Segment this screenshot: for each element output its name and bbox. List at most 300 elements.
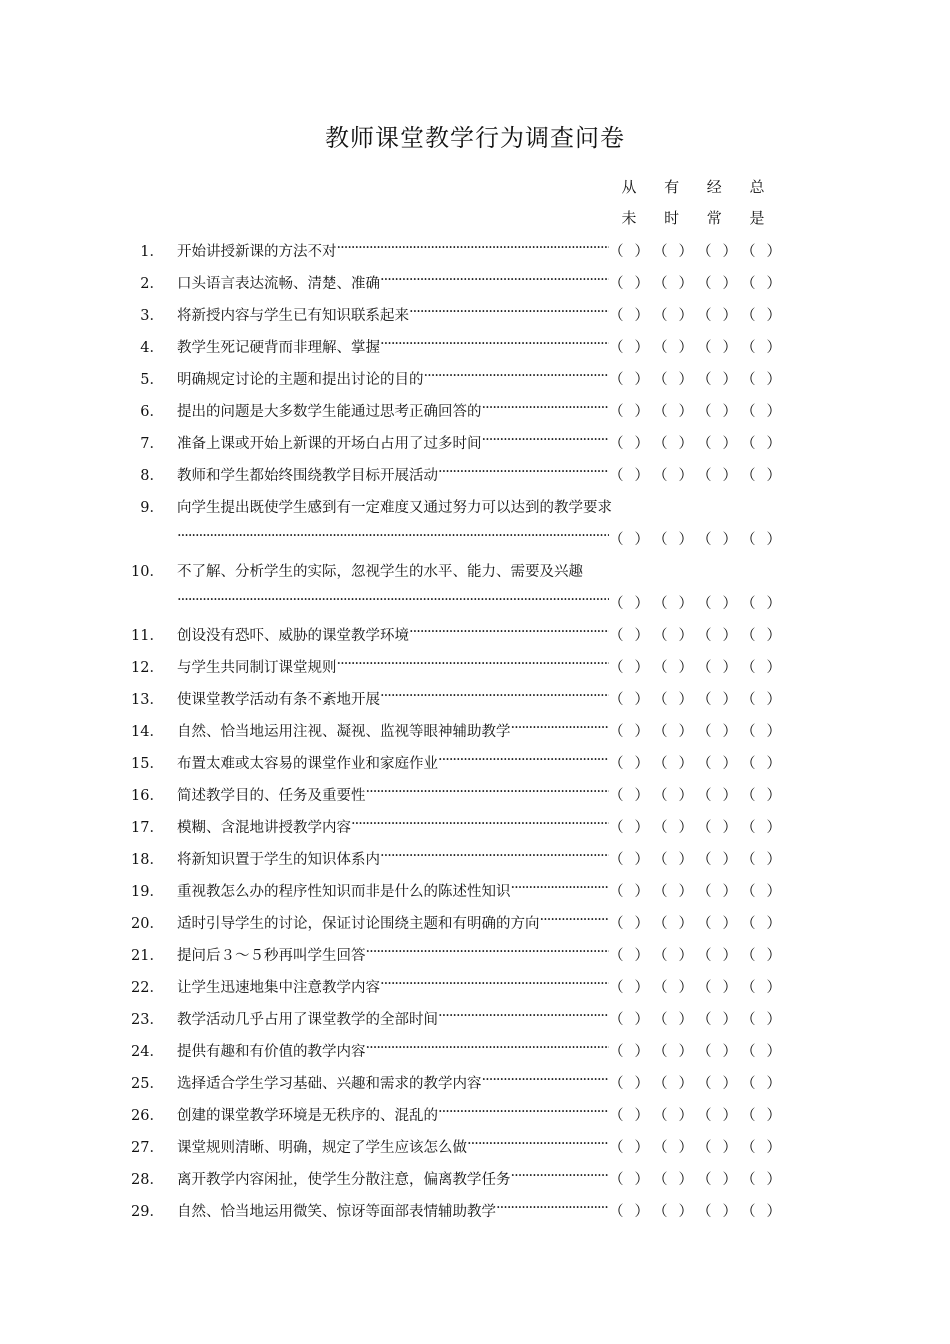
answer-box-never[interactable] (609, 752, 649, 773)
answer-box-sometimes[interactable] (653, 720, 693, 741)
paren-open: （ (741, 404, 756, 420)
question-line (177, 912, 609, 933)
answer-box-never[interactable] (609, 720, 649, 741)
answer-box-often[interactable] (697, 880, 737, 901)
answer-box-never[interactable] (609, 656, 649, 677)
paren-open: （ (697, 1108, 712, 1124)
paren-close: ） (722, 1204, 737, 1220)
paren-close: ） (766, 1076, 781, 1092)
paren-open: （ (609, 1108, 624, 1124)
question-line (177, 1200, 609, 1221)
question-text: 将新知识置于学生的知识体系内 (177, 852, 380, 868)
answer-box-sometimes[interactable] (653, 624, 693, 645)
answer-box-often[interactable] (697, 304, 737, 325)
leader-dots (409, 304, 609, 325)
paren-open: （ (741, 1076, 756, 1092)
answer-box-often[interactable] (697, 592, 737, 613)
answer-box-sometimes[interactable] (653, 528, 693, 549)
question-number: 19． (131, 884, 164, 900)
answer-box-often[interactable] (697, 784, 737, 805)
question-line (177, 1168, 609, 1189)
paren-open: （ (741, 884, 756, 900)
question-number: 28． (131, 1172, 164, 1188)
paren-close: ） (766, 1108, 781, 1124)
answer-box-always[interactable] (741, 1136, 781, 1157)
paren-close: ） (722, 340, 737, 356)
answer-box-sometimes[interactable] (653, 1104, 693, 1125)
paren-open: （ (697, 1204, 712, 1220)
question-number: 1． (140, 244, 164, 260)
leader-dots (511, 1168, 610, 1189)
question-number: 8． (140, 468, 164, 484)
leader-dots (366, 944, 610, 965)
paren-open: （ (697, 468, 712, 484)
paren-open: （ (741, 948, 756, 964)
answer-box-often[interactable] (697, 944, 737, 965)
question-number: 10． (131, 564, 164, 580)
paren-close: ） (766, 820, 781, 836)
question-number: 15． (131, 756, 164, 772)
paren-open: （ (609, 404, 624, 420)
answer-box-always[interactable] (741, 592, 781, 613)
leader-dots (424, 368, 610, 389)
answer-box-never[interactable] (609, 528, 649, 549)
answer-box-sometimes[interactable] (653, 880, 693, 901)
question-row-continuation (0, 592, 950, 616)
answer-box-never[interactable] (609, 368, 649, 389)
question-row (0, 912, 950, 936)
answer-box-never[interactable] (609, 1200, 649, 1221)
answer-box-sometimes[interactable] (653, 1040, 693, 1061)
answer-box-always[interactable] (741, 336, 781, 357)
answer-options (609, 1104, 781, 1125)
paren-close: ） (634, 788, 649, 804)
answer-box-always[interactable] (741, 944, 781, 965)
answer-box-sometimes[interactable] (653, 240, 693, 261)
answer-box-never[interactable] (609, 688, 649, 709)
answer-box-sometimes[interactable] (653, 1008, 693, 1029)
paren-open: （ (741, 340, 756, 356)
paren-open: （ (741, 244, 756, 260)
answer-box-sometimes[interactable] (653, 432, 693, 453)
answer-box-never[interactable] (609, 400, 649, 421)
paren-open: （ (741, 852, 756, 868)
answer-box-always[interactable] (741, 656, 781, 677)
answer-options (609, 464, 781, 485)
question-line (177, 304, 609, 325)
question-row (0, 944, 950, 968)
paren-open: （ (697, 372, 712, 388)
answer-box-often[interactable] (697, 912, 737, 933)
answer-box-never[interactable] (609, 880, 649, 901)
answer-box-never[interactable] (609, 304, 649, 325)
answer-options (609, 720, 781, 741)
paren-open: （ (741, 596, 756, 612)
leader-line (177, 528, 609, 544)
paren-open: （ (609, 948, 624, 964)
question-number: 2． (140, 276, 164, 292)
paren-open: （ (609, 980, 624, 996)
paren-open: （ (741, 788, 756, 804)
answer-box-always[interactable] (741, 912, 781, 933)
paren-close: ） (678, 724, 693, 740)
answer-box-always[interactable] (741, 880, 781, 901)
answer-options (609, 1168, 781, 1189)
answer-box-often[interactable] (697, 1040, 737, 1061)
answer-box-always[interactable] (741, 400, 781, 421)
answer-box-sometimes[interactable] (653, 464, 693, 485)
answer-box-sometimes[interactable] (653, 976, 693, 997)
question-line (177, 880, 609, 901)
answer-box-often[interactable] (697, 848, 737, 869)
paren-close: ） (634, 724, 649, 740)
answer-box-always[interactable] (741, 368, 781, 389)
paren-open: （ (653, 628, 668, 644)
question-text: 创设没有恐吓、威胁的课堂教学环境 (177, 628, 409, 644)
paren-close: ） (766, 756, 781, 772)
answer-box-sometimes[interactable] (653, 304, 693, 325)
question-text: 创建的课堂教学环境是无秩序的、混乱的 (177, 1108, 438, 1124)
paren-close: ） (634, 596, 649, 612)
answer-box-sometimes[interactable] (653, 752, 693, 773)
paren-open: （ (697, 916, 712, 932)
leader-dots (438, 752, 609, 773)
answer-box-never[interactable] (609, 1136, 649, 1157)
paren-close: ） (634, 948, 649, 964)
leader-dots (177, 528, 609, 544)
question-text: 提供有趣和有价值的教学内容 (177, 1044, 366, 1060)
answer-box-never[interactable] (609, 784, 649, 805)
question-row (0, 1040, 950, 1064)
answer-box-sometimes[interactable] (653, 816, 693, 837)
question-line (177, 1008, 609, 1029)
paren-open: （ (697, 820, 712, 836)
paren-close: ） (634, 820, 649, 836)
answer-box-always[interactable] (741, 720, 781, 741)
paren-open: （ (741, 1204, 756, 1220)
paren-close: ） (678, 1076, 693, 1092)
answer-box-never[interactable] (609, 912, 649, 933)
paren-close: ） (634, 1172, 649, 1188)
question-text: 让学生迅速地集中注意教学内容 (177, 980, 380, 996)
question-number: 9． (140, 500, 164, 516)
paren-close: ） (766, 276, 781, 292)
paren-open: （ (697, 692, 712, 708)
paren-close: ） (678, 628, 693, 644)
answer-box-often[interactable] (697, 816, 737, 837)
question-line (177, 272, 609, 293)
answer-options (609, 336, 781, 357)
answer-box-never[interactable] (609, 1168, 649, 1189)
paren-open: （ (697, 660, 712, 676)
paren-open: （ (697, 1012, 712, 1028)
paren-open: （ (609, 820, 624, 836)
answer-box-often[interactable] (697, 336, 737, 357)
answer-box-never[interactable] (609, 976, 649, 997)
answer-box-never[interactable] (609, 944, 649, 965)
answer-box-often[interactable] (697, 624, 737, 645)
answer-box-always[interactable] (741, 1040, 781, 1061)
paren-close: ） (766, 660, 781, 676)
answer-box-never[interactable] (609, 624, 649, 645)
answer-box-sometimes[interactable] (653, 784, 693, 805)
question-number: 6． (140, 404, 164, 420)
answer-box-often[interactable] (697, 720, 737, 741)
question-number: 21． (131, 948, 164, 964)
answer-box-often[interactable] (697, 688, 737, 709)
paren-close: ） (766, 404, 781, 420)
answer-box-never[interactable] (609, 1008, 649, 1029)
answer-box-never[interactable] (609, 336, 649, 357)
leader-dots (540, 912, 610, 933)
answer-box-always[interactable] (741, 848, 781, 869)
paren-close: ） (634, 756, 649, 772)
paren-open: （ (697, 724, 712, 740)
answer-box-often[interactable] (697, 656, 737, 677)
question-row (0, 688, 950, 712)
answer-box-never[interactable] (609, 464, 649, 485)
paren-close: ） (722, 724, 737, 740)
answer-box-never[interactable] (609, 592, 649, 613)
answer-box-often[interactable] (697, 528, 737, 549)
paren-close: ） (722, 308, 737, 324)
question-line (177, 432, 609, 453)
leader-dots (380, 272, 609, 293)
leader-dots (496, 1200, 609, 1221)
paren-close: ） (634, 436, 649, 452)
paren-close: ） (678, 596, 693, 612)
answer-box-often[interactable] (697, 400, 737, 421)
answer-box-always[interactable] (741, 624, 781, 645)
paren-close: ） (634, 532, 649, 548)
answer-box-sometimes[interactable] (653, 912, 693, 933)
question-row (0, 880, 950, 904)
paren-close: ） (722, 884, 737, 900)
answer-box-always[interactable] (741, 816, 781, 837)
answer-box-sometimes[interactable] (653, 272, 693, 293)
paren-close: ） (634, 1044, 649, 1060)
header-often-bottom: 常 (706, 209, 722, 227)
paren-close: ） (634, 404, 649, 420)
answer-box-always[interactable] (741, 976, 781, 997)
leader-dots (467, 1136, 609, 1157)
paren-close: ） (678, 756, 693, 772)
answer-box-sometimes[interactable] (653, 1072, 693, 1093)
paren-open: （ (609, 308, 624, 324)
answer-box-never[interactable] (609, 848, 649, 869)
question-row (0, 1104, 950, 1128)
question-number: 17． (131, 820, 164, 836)
question-line (177, 976, 609, 997)
question-text: 准备上课或开始上新课的开场白占用了过多时间 (177, 436, 482, 452)
paren-close: ） (678, 340, 693, 356)
answer-box-never[interactable] (609, 272, 649, 293)
question-line (177, 624, 609, 645)
answer-box-often[interactable] (697, 976, 737, 997)
question-line (177, 752, 609, 773)
question-row (0, 368, 950, 392)
answer-options (609, 400, 781, 421)
paren-open: （ (609, 628, 624, 644)
paren-open: （ (653, 596, 668, 612)
answer-box-often[interactable] (697, 464, 737, 485)
answer-box-sometimes[interactable] (653, 1168, 693, 1189)
leader-dots (482, 400, 610, 421)
answer-box-always[interactable] (741, 528, 781, 549)
leader-line (177, 592, 609, 608)
paren-open: （ (609, 756, 624, 772)
answer-options (609, 944, 781, 965)
question-line (177, 784, 609, 805)
paren-open: （ (697, 404, 712, 420)
paren-open: （ (653, 1172, 668, 1188)
paren-close: ） (766, 852, 781, 868)
answer-box-always[interactable] (741, 1200, 781, 1221)
question-number: 4． (140, 340, 164, 356)
answer-box-always[interactable] (741, 432, 781, 453)
question-text: 开始讲授新课的方法不对 (177, 244, 337, 260)
paren-open: （ (653, 372, 668, 388)
answer-box-sometimes[interactable] (653, 944, 693, 965)
question-row (0, 976, 950, 1000)
answer-box-often[interactable] (697, 368, 737, 389)
question-number: 16． (131, 788, 164, 804)
paren-close: ） (678, 852, 693, 868)
leader-dots (380, 688, 609, 709)
paren-close: ） (634, 244, 649, 260)
answer-box-often[interactable] (697, 1168, 737, 1189)
paren-open: （ (653, 1108, 668, 1124)
paren-close: ） (722, 1076, 737, 1092)
paren-close: ） (766, 1204, 781, 1220)
paren-close: ） (722, 1108, 737, 1124)
paren-close: ） (722, 820, 737, 836)
answer-box-often[interactable] (697, 272, 737, 293)
paren-open: （ (653, 1044, 668, 1060)
paren-open: （ (697, 628, 712, 644)
answer-box-never[interactable] (609, 432, 649, 453)
answer-options (609, 272, 781, 293)
answer-box-sometimes[interactable] (653, 368, 693, 389)
answer-box-always[interactable] (741, 1072, 781, 1093)
answer-options (609, 1072, 781, 1093)
leader-dots (380, 336, 609, 357)
answer-box-always[interactable] (741, 688, 781, 709)
answer-box-sometimes[interactable] (653, 400, 693, 421)
answer-box-never[interactable] (609, 240, 649, 261)
question-row (0, 720, 950, 744)
question-row (0, 848, 950, 872)
answer-box-always[interactable] (741, 784, 781, 805)
answer-box-often[interactable] (697, 1104, 737, 1125)
answer-box-always[interactable] (741, 1104, 781, 1125)
answer-box-sometimes[interactable] (653, 1136, 693, 1157)
question-text: 明确规定讨论的主题和提出讨论的目的 (177, 372, 424, 388)
answer-box-never[interactable] (609, 1072, 649, 1093)
answer-box-often[interactable] (697, 752, 737, 773)
paren-close: ） (766, 372, 781, 388)
question-row-continuation (0, 528, 950, 552)
answer-box-sometimes[interactable] (653, 656, 693, 677)
question-text: 使课堂教学活动有条不紊地开展 (177, 692, 380, 708)
answer-box-sometimes[interactable] (653, 848, 693, 869)
paren-close: ） (722, 1172, 737, 1188)
leader-dots (380, 848, 609, 869)
paren-close: ） (722, 244, 737, 260)
answer-box-sometimes[interactable] (653, 336, 693, 357)
answer-box-often[interactable] (697, 432, 737, 453)
paren-open: （ (609, 916, 624, 932)
answer-box-never[interactable] (609, 1104, 649, 1125)
paren-close: ） (678, 308, 693, 324)
answer-box-always[interactable] (741, 272, 781, 293)
answer-options (609, 656, 781, 677)
paren-open: （ (653, 468, 668, 484)
paren-close: ） (722, 692, 737, 708)
leader-dots (511, 880, 610, 901)
question-number: 23． (131, 1012, 164, 1028)
question-text: 口头语言表达流畅、清楚、准确 (177, 276, 380, 292)
answer-box-often[interactable] (697, 1072, 737, 1093)
question-row (0, 560, 950, 584)
question-text: 向学生提出既使学生感到有一定难度又通过努力可以达到的教学要求 (177, 500, 612, 516)
paren-open: （ (609, 852, 624, 868)
paren-open: （ (697, 436, 712, 452)
paren-close: ） (766, 244, 781, 260)
answer-box-often[interactable] (697, 240, 737, 261)
question-number: 24． (131, 1044, 164, 1060)
answer-options (609, 1200, 781, 1221)
answer-options (609, 1008, 781, 1029)
paren-close: ） (634, 340, 649, 356)
answer-box-always[interactable] (741, 1168, 781, 1189)
answer-box-sometimes[interactable] (653, 1200, 693, 1221)
question-row (0, 752, 950, 776)
paren-close: ） (766, 948, 781, 964)
answer-box-always[interactable] (741, 304, 781, 325)
answer-box-always[interactable] (741, 752, 781, 773)
paren-close: ） (678, 436, 693, 452)
answer-box-sometimes[interactable] (653, 688, 693, 709)
paren-close: ） (634, 916, 649, 932)
answer-box-always[interactable] (741, 1008, 781, 1029)
question-row (0, 432, 950, 456)
answer-box-often[interactable] (697, 1008, 737, 1029)
paren-close: ） (634, 1140, 649, 1156)
question-row (0, 400, 950, 424)
question-line (177, 656, 609, 677)
question-line (177, 464, 609, 485)
paren-open: （ (697, 340, 712, 356)
question-row (0, 816, 950, 840)
answer-box-always[interactable] (741, 464, 781, 485)
answer-box-always[interactable] (741, 240, 781, 261)
question-number: 14． (131, 724, 164, 740)
answer-box-often[interactable] (697, 1136, 737, 1157)
question-row (0, 272, 950, 296)
paren-close: ） (722, 468, 737, 484)
paren-open: （ (653, 916, 668, 932)
answer-box-sometimes[interactable] (653, 592, 693, 613)
leader-dots (438, 1104, 609, 1125)
paren-close: ） (634, 308, 649, 324)
header-always-bottom: 是 (749, 209, 765, 227)
answer-box-never[interactable] (609, 1040, 649, 1061)
paren-open: （ (609, 244, 624, 260)
frequency-header-row-2 (608, 207, 778, 228)
answer-box-never[interactable] (609, 816, 649, 837)
answer-box-often[interactable] (697, 1200, 737, 1221)
